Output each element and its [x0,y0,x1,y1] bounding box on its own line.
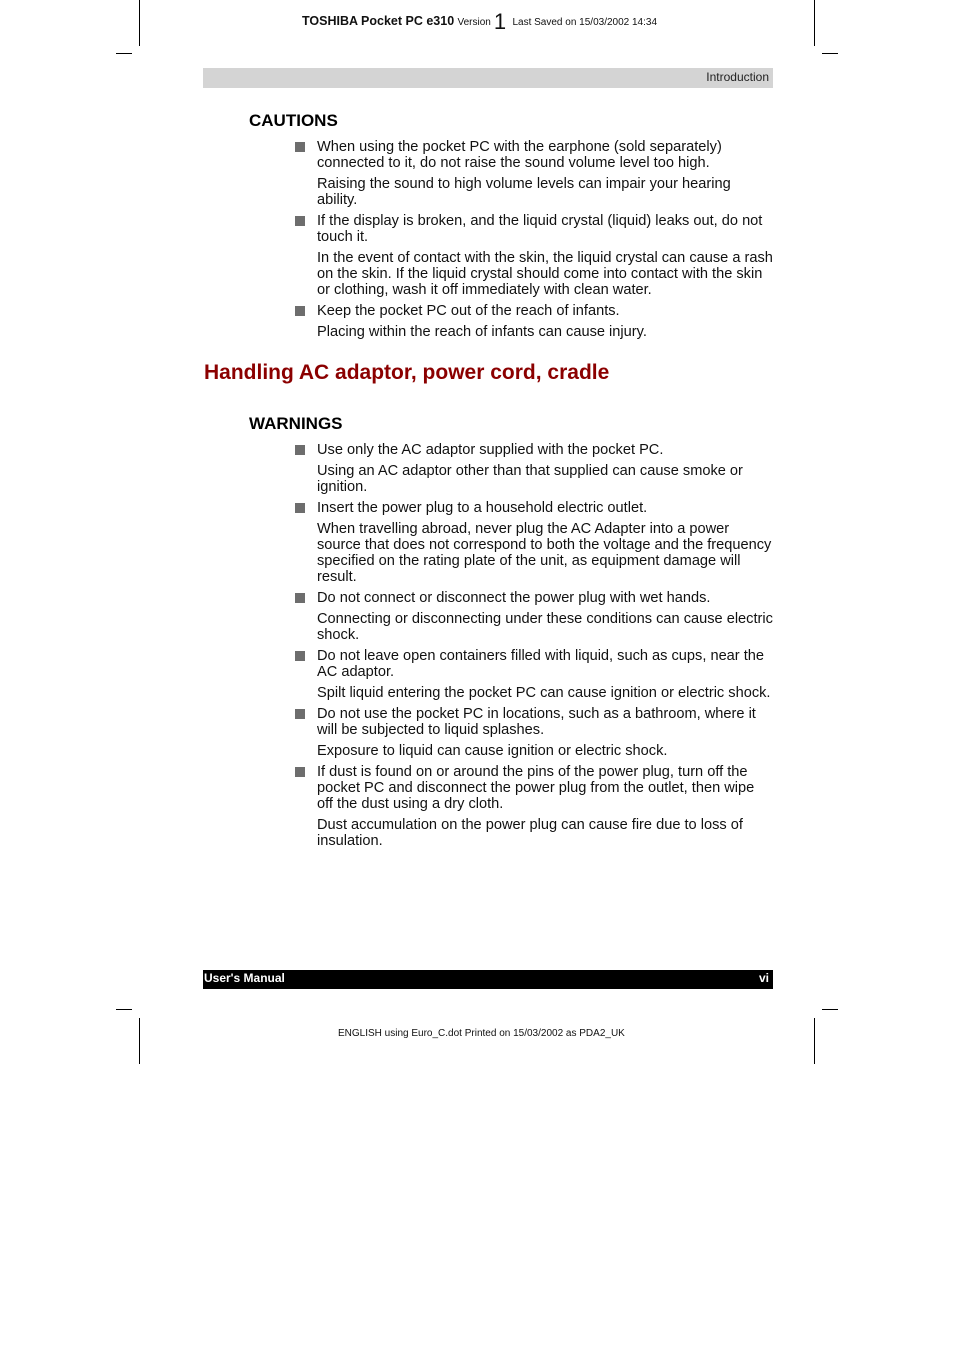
warning-text: If dust is found on or around the pins of the power plug, turn off the pocket PC and disconnect the power plug from the outlet, then wipe off the dust using a dry cloth. [317,764,755,812]
square-bullet-icon [295,767,305,777]
page-number: vi [758,971,769,985]
header-brand: TOSHIBA Pocket PC e310 [302,14,455,28]
warning-text: Insert the power plug to a household electric outlet. [317,500,648,516]
square-bullet-icon [295,593,305,603]
cautions-heading: CAUTIONS [249,111,338,130]
warning-detail: Exposure to liquid can cause ignition or electric shock. [317,743,668,759]
header-last-saved: Last Saved on 15/03/2002 14:34 [512,17,658,28]
warnings-heading: WARNINGS [249,414,343,433]
warning-text: Do not leave open containers filled with liquid, such as cups, near the AC adaptor. [317,648,764,680]
square-bullet-icon [295,142,305,152]
caution-text: If the display is broken, and the liquid crystal (liquid) leaks out, do not touch it. [317,213,763,245]
list-item [295,764,773,854]
cautions-list [295,139,773,345]
list-item [295,303,773,345]
square-bullet-icon [295,306,305,316]
crop-mark-bottom-left-horizontal [116,1009,132,1010]
list-item [295,648,773,706]
caution-text: When using the pocket PC with the earphone (sold separately) connected to it, do not raise the sound volume level too high. [317,139,722,171]
footer-manual-title: User's Manual [204,971,285,985]
header-version-number: 1 [493,9,507,34]
square-bullet-icon [295,445,305,455]
crop-mark-bottom-left-vertical [139,1018,140,1064]
square-bullet-icon [295,503,305,513]
warning-detail: Spilt liquid entering the pocket PC can cause ignition or electric shock. [317,685,771,701]
caution-detail: Placing within the reach of infants can cause injury. [317,324,647,340]
crop-mark-bottom-right-horizontal [822,1009,838,1010]
document-header [302,9,658,34]
handling-heading: Handling AC adaptor, power cord, cradle [204,361,610,384]
list-item [295,139,773,213]
crop-mark-bottom-right-vertical [814,1018,815,1064]
caution-detail: Raising the sound to high volume levels can impair your hearing ability. [317,176,731,208]
warning-detail: When travelling abroad, never plug the AC Adapter into a power source that does not correspond to both the voltage and the frequency specified on the rating plate of the unit, as equipment damage will result. [317,521,772,585]
warnings-list [295,442,773,854]
list-item [295,500,773,590]
list-item [295,213,773,303]
warning-detail: Connecting or disconnecting under these conditions can cause electric shock. [317,611,773,643]
crop-mark-top-right-horizontal [822,53,838,54]
footer-bar [203,970,773,989]
list-item [295,706,773,764]
section-bar [203,68,773,88]
header-version-label: Version [457,17,491,28]
warning-text: Do not connect or disconnect the power plug with wet hands. [317,590,711,606]
caution-detail: In the event of contact with the skin, the liquid crystal can cause a rash on the skin. If the liquid crystal should come into contact with the skin or clothing, wash it off immediately with clean water. [317,250,773,298]
caution-text: Keep the pocket PC out of the reach of infants. [317,303,620,319]
print-note: ENGLISH using Euro_C.dot Printed on 15/03/2002 as PDA2_UK [338,1028,625,1039]
list-item [295,442,773,500]
square-bullet-icon [295,651,305,661]
section-label: Introduction [706,70,769,84]
warning-text: Do not use the pocket PC in locations, such as a bathroom, where it will be subjected to liquid splashes. [317,706,756,738]
warning-detail: Dust accumulation on the power plug can cause fire due to loss of insulation. [317,817,743,849]
square-bullet-icon [295,709,305,719]
warning-text: Use only the AC adaptor supplied with the pocket PC. [317,442,664,458]
crop-mark-top-left-horizontal [116,53,132,54]
warning-detail: Using an AC adaptor other than that supplied can cause smoke or ignition. [317,463,743,495]
crop-mark-top-right-vertical [814,0,815,46]
crop-mark-top-left-vertical [139,0,140,46]
square-bullet-icon [295,216,305,226]
list-item [295,590,773,648]
